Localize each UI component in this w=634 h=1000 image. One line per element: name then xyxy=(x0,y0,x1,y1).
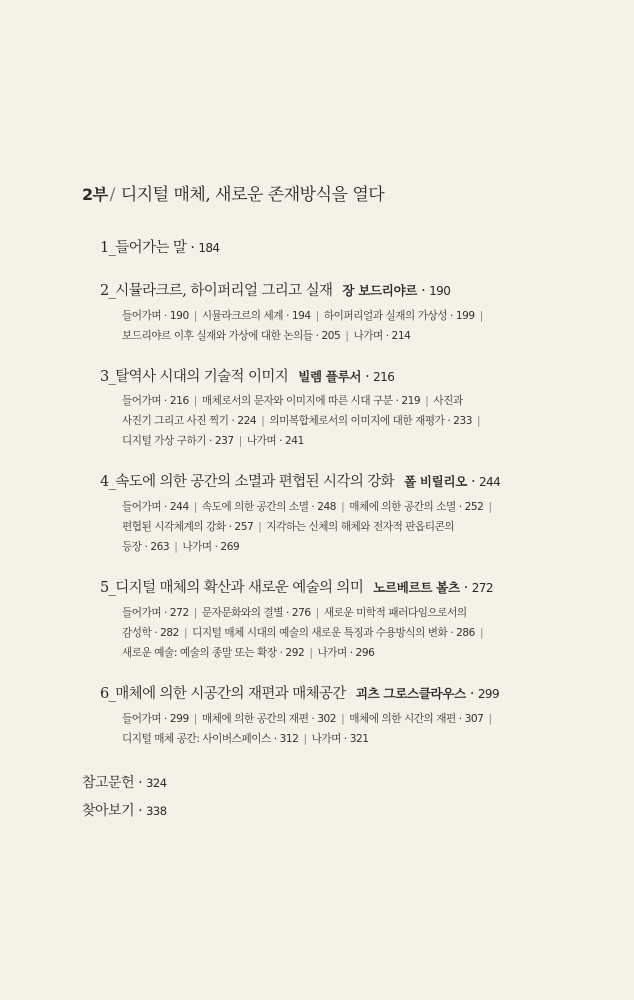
section-line: 편협된 시각체계의 강화 · 257 | 지각하는 신체의 해체와 전자적 판옵티콘의 xyxy=(122,521,455,533)
section-item[interactable]: 시뮬라크르의 세계 · 194 xyxy=(201,310,311,322)
section-item[interactable]: 디지털 매체 공간: 사이버스페이스 · 312 xyxy=(122,733,299,745)
chapter-6[interactable]: 6_매체에 의한 시공간의 재편과 매체공간 괴츠 그로스클라우스 · 299 xyxy=(100,686,499,702)
section-item[interactable]: 들어가며 · 190 xyxy=(122,310,189,322)
chapter-page: 216 xyxy=(373,370,395,384)
chapter-2[interactable]: 2_시뮬라크르, 하이퍼리얼 그리고 실재 장 보드리야르 · 190 xyxy=(100,283,451,299)
section-item[interactable]: 새로운 예술: 예술의 종말 또는 확장 · 292 xyxy=(122,647,305,659)
part-number: 2부 xyxy=(82,185,108,204)
section-item[interactable]: 나가며 · 296 xyxy=(317,647,375,659)
section-item[interactable]: 새로운 미학적 패러다임으로서의 xyxy=(323,607,467,619)
chapter-title: 6_매체에 의한 시공간의 재편과 매체공간 xyxy=(100,686,346,702)
chapter-title: 1_들어가는 말 xyxy=(100,240,187,256)
section-line: 들어가며 · 216 | 매체로서의 문자와 이미지에 따른 시대 구분 · 219 | 사진과 xyxy=(122,395,463,407)
backmatter-page: 324 xyxy=(146,776,167,790)
section-item[interactable]: 들어가며 · 216 xyxy=(122,395,189,407)
section-item[interactable]: 나가며 · 269 xyxy=(182,541,240,553)
section-item[interactable]: 매체에 의한 공간의 소멸 · 252 xyxy=(349,501,484,513)
section-line: 새로운 예술: 예술의 종말 또는 확장 · 292 | 나가며 · 296 xyxy=(122,647,375,659)
section-item[interactable]: 사진과 xyxy=(433,395,463,407)
chapter-title: 3_탈역사 시대의 기술적 이미지 xyxy=(100,369,289,385)
section-item[interactable]: 감성학 · 282 xyxy=(122,627,179,639)
section-item[interactable]: 하이퍼리얼과 실재의 가상성 · 199 xyxy=(323,310,475,322)
section-line: 등장 · 263 | 나가며 · 269 xyxy=(122,541,240,553)
part-title: 2부 / 디지털 매체, 새로운 존재방식을 열다 xyxy=(82,185,385,205)
chapter-author: 빌렘 플루서 xyxy=(298,369,362,384)
chapter-title: 4_속도에 의한 공간의 소멸과 편협된 시각의 강화 xyxy=(100,474,395,490)
section-item[interactable]: 디지털 매체 시대의 예술의 새로운 특징과 수용방식의 변화 · 286 xyxy=(192,627,475,639)
chapter-1[interactable]: 1_들어가는 말 · 184 xyxy=(100,240,220,256)
section-item[interactable]: 들어가며 · 299 xyxy=(122,713,189,725)
chapter-author: 괴츠 그로스클라우스 xyxy=(355,686,466,701)
backmatter-page: 338 xyxy=(146,804,167,818)
chapter-author: 폴 비릴리오 xyxy=(404,474,467,489)
chapter-page: 272 xyxy=(471,581,493,595)
chapter-page: 184 xyxy=(198,241,220,255)
chapter-5[interactable]: 5_디지털 매체의 확산과 새로운 예술의 의미 노르베르트 볼츠 · 272 xyxy=(100,580,493,596)
section-item[interactable]: 나가며 · 241 xyxy=(246,435,304,447)
section-item[interactable]: 들어가며 · 272 xyxy=(122,607,189,619)
section-line: 감성학 · 282 | 디지털 매체 시대의 예술의 새로운 특징과 수용방식의 변화 · 286 | xyxy=(122,627,484,639)
backmatter-title: 찾아보기 xyxy=(82,803,135,819)
backmatter-title: 참고문헌 xyxy=(82,775,135,791)
section-item[interactable]: 나가며 · 321 xyxy=(311,733,369,745)
part-title-text: 디지털 매체, 새로운 존재방식을 열다 xyxy=(120,185,385,205)
backmatter-references[interactable]: 참고문헌 · 324 xyxy=(82,775,167,791)
chapter-author: 장 보드리야르 xyxy=(342,283,418,298)
section-line: 디지털 매체 공간: 사이버스페이스 · 312 | 나가며 · 321 xyxy=(122,733,369,745)
section-item[interactable]: 지각하는 신체의 해체와 전자적 판옵티콘의 xyxy=(266,521,455,533)
chapter-4[interactable]: 4_속도에 의한 공간의 소멸과 편협된 시각의 강화 폴 비릴리오 · 244 xyxy=(100,474,501,490)
section-item[interactable]: 문자문화와의 결별 · 276 xyxy=(201,607,311,619)
section-item[interactable]: 사진기 그리고 사진 찍기 · 224 xyxy=(122,415,257,427)
backmatter-index[interactable]: 찾아보기 · 338 xyxy=(82,803,167,819)
chapter-3[interactable]: 3_탈역사 시대의 기술적 이미지 빌렘 플루서 · 216 xyxy=(100,369,395,385)
section-item[interactable]: 편협된 시각체계의 강화 · 257 xyxy=(122,521,254,533)
section-item[interactable]: 보드리야르 이후 실재와 가상에 대한 논의들 · 205 xyxy=(122,330,341,342)
section-line: 사진기 그리고 사진 찍기 · 224 | 의미복합체로서의 이미지에 대한 재평가 · 233 | xyxy=(122,415,481,427)
chapter-page: 244 xyxy=(479,475,501,489)
section-item[interactable]: 디지털 가상 구하기 · 237 xyxy=(122,435,234,447)
section-line: 들어가며 · 272 | 문자문화와의 결별 · 276 | 새로운 미학적 패러다임으로서의 xyxy=(122,607,467,619)
section-line: 들어가며 · 190 | 시뮬라크르의 세계 · 194 | 하이퍼리얼과 실재의 가상성 · 199 | xyxy=(122,310,483,322)
section-item[interactable]: 등장 · 263 xyxy=(122,541,170,553)
chapter-author: 노르베르트 볼츠 xyxy=(373,580,460,595)
section-item[interactable]: 매체로서의 문자와 이미지에 따른 시대 구분 · 219 xyxy=(201,395,421,407)
chapter-page: 190 xyxy=(429,284,451,298)
section-line: 들어가며 · 299 | 매체에 의한 공간의 재편 · 302 | 매체에 의한 시간의 재편 · 307 | xyxy=(122,713,492,725)
section-line: 디지털 가상 구하기 · 237 | 나가며 · 241 xyxy=(122,435,304,447)
chapter-page: 299 xyxy=(477,687,499,701)
section-item[interactable]: 매체에 의한 시간의 재편 · 307 xyxy=(349,713,484,725)
section-line: 보드리야르 이후 실재와 가상에 대한 논의들 · 205 | 나가며 · 214 xyxy=(122,330,411,342)
section-item[interactable]: 들어가며 · 244 xyxy=(122,501,189,513)
chapter-title: 5_디지털 매체의 확산과 새로운 예술의 의미 xyxy=(100,580,364,596)
chapter-title: 2_시뮬라크르, 하이퍼리얼 그리고 실재 xyxy=(100,283,333,299)
section-item[interactable]: 속도에 의한 공간의 소멸 · 248 xyxy=(201,501,337,513)
section-item[interactable]: 매체에 의한 공간의 재편 · 302 xyxy=(201,713,337,725)
section-item[interactable]: 의미복합체로서의 이미지에 대한 재평가 · 233 xyxy=(269,415,473,427)
section-item[interactable]: 나가며 · 214 xyxy=(353,330,411,342)
section-line: 들어가며 · 244 | 속도에 의한 공간의 소멸 · 248 | 매체에 의한 공간의 소멸 · 252 | xyxy=(122,501,492,513)
